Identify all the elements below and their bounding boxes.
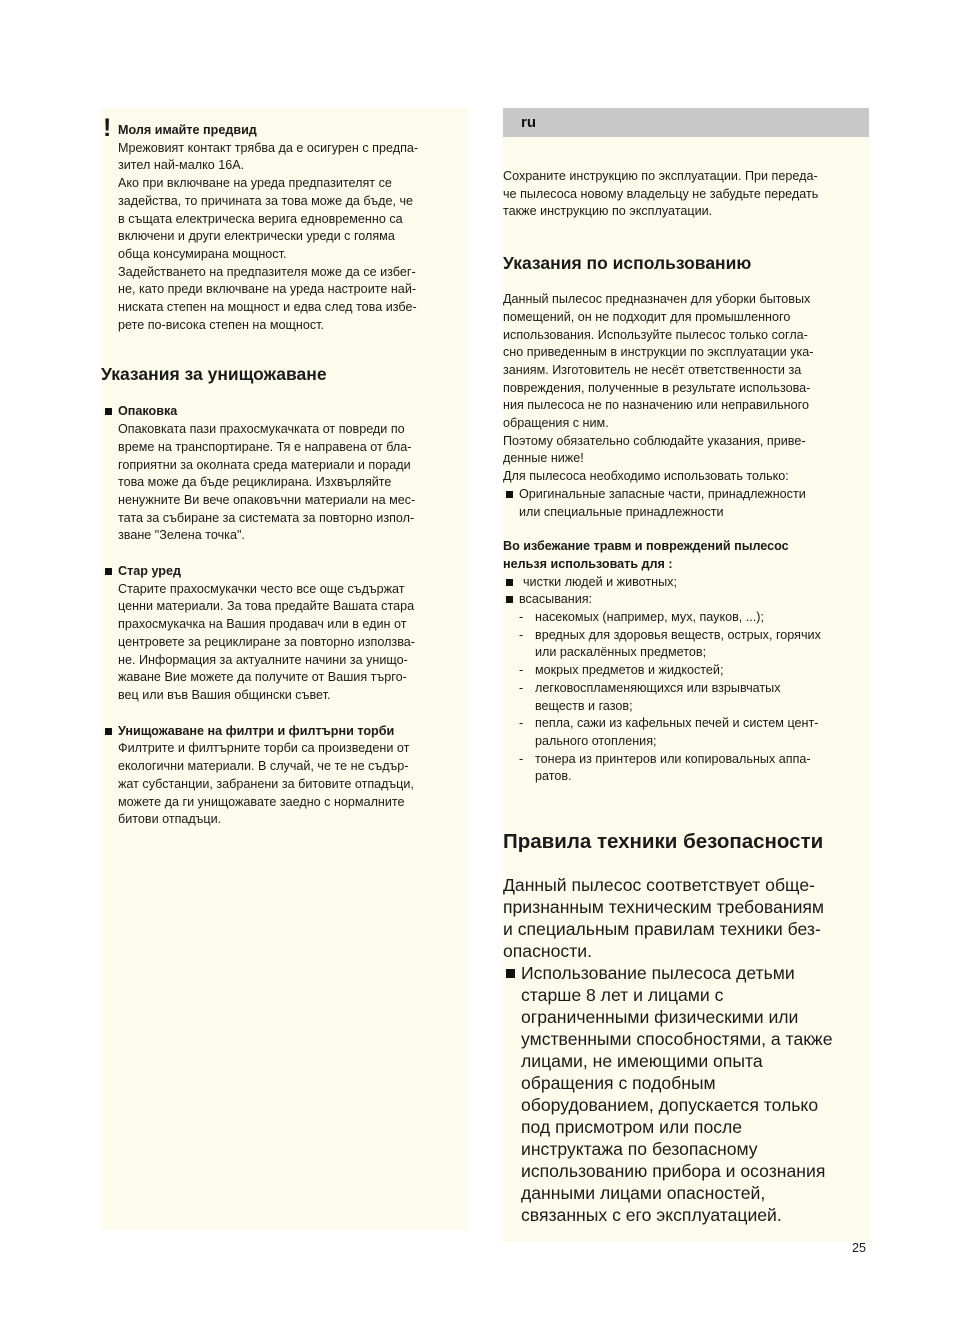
text-line: рального отопления; bbox=[535, 733, 657, 748]
text-line: не, като преди включване на уреда настроите най- bbox=[118, 282, 417, 297]
item-title: Стар уред bbox=[118, 564, 181, 579]
text-line: ненужните Ви вече опаковъчни материали на мес- bbox=[118, 492, 416, 507]
text-line: Во избежание травм и повреждений пылесос bbox=[503, 539, 789, 554]
safety-intro bbox=[503, 874, 869, 962]
dash-item: - насекомых (например, мух, пауков, ...); bbox=[503, 609, 869, 627]
safety-list-item bbox=[503, 962, 869, 1226]
text-line: под присмотром или после bbox=[521, 1117, 743, 1138]
text-line: гоприятни за околната среда материали и поради bbox=[118, 457, 411, 472]
dash-item: - тонера из принтеров или копировальных аппа- ратов. bbox=[503, 751, 869, 786]
usage-heading: Указания по использованию bbox=[503, 253, 752, 274]
text-line: прахосмукачка на Вашия продавач или в един от bbox=[118, 617, 407, 632]
text-line: вредных для здоровья веществ, острых, горячих bbox=[535, 627, 821, 642]
avoid-heading bbox=[503, 538, 869, 573]
text-line: заниям. Изготовитель не несёт ответственности за bbox=[503, 362, 802, 377]
text-line: сно приведенным в инструкции по эксплуатации ука- bbox=[503, 345, 814, 360]
text-line: всасывания: bbox=[519, 592, 593, 607]
text-line: опасности. bbox=[503, 941, 592, 962]
text-line: Сохраните инструкцию по эксплуатации. При переда- bbox=[503, 169, 818, 183]
text-line: Использование пылесоса детьми bbox=[521, 963, 795, 984]
list-item bbox=[503, 591, 869, 609]
text-line: мокрых предметов и жидкостей; bbox=[535, 663, 724, 678]
text-line: зител най-малко 16А. bbox=[118, 158, 245, 173]
page-number: 25 bbox=[852, 1241, 867, 1255]
text-line: веществ и газов; bbox=[535, 698, 633, 713]
text-line: ограниченными физическими или bbox=[521, 1007, 799, 1028]
text-line: помещений, он не подходит для промышленного bbox=[503, 309, 791, 324]
disposal-item-old-device bbox=[101, 563, 468, 705]
text-line: или специальные принадлежности bbox=[519, 504, 724, 519]
text-line: денные ниже! bbox=[503, 451, 584, 466]
intro-text bbox=[503, 168, 869, 221]
language-bar: ru bbox=[503, 108, 869, 137]
text-line: обращения с подобным bbox=[521, 1073, 716, 1094]
text-line: битови отпадъци. bbox=[118, 812, 222, 827]
text-line: чистки людей и животных; bbox=[523, 574, 677, 589]
text-line: Данный пылесос соответствует обще- bbox=[503, 875, 815, 896]
usage-text bbox=[503, 291, 869, 521]
text-line: екологични материали. В случай, че те не съдър- bbox=[118, 759, 409, 774]
dash-item: - мокрых предметов и жидкостей; bbox=[503, 662, 869, 680]
text-line: ценни материали. За това предайте Вашата стара bbox=[118, 599, 415, 614]
text-line: лицами, не имеющими опыта bbox=[521, 1051, 763, 1072]
text-line: использования. Используйте пылесос только согла- bbox=[503, 327, 808, 342]
bullet-icon bbox=[105, 408, 112, 415]
text-line: использованию прибора и осознания bbox=[521, 1161, 826, 1182]
text-line: това може да бъде рециклирана. Изхвърляйте bbox=[118, 475, 392, 490]
list-item bbox=[503, 486, 869, 521]
bullet-icon bbox=[506, 969, 515, 978]
text-line: Данный пылесос предназначен для уборки бытовых bbox=[503, 292, 811, 307]
dash-item: - вредных для здоровья веществ, острых, горячих или раскалённых предметов; bbox=[503, 627, 869, 662]
left-column bbox=[101, 108, 468, 1230]
text-line: жат субстанции, забранени за битовите отпадъци, bbox=[118, 776, 414, 791]
text-line: инструктажа по безопасному bbox=[521, 1139, 758, 1160]
text-line: пепла, сажи из кафельных печей и систем цент- bbox=[535, 716, 819, 731]
bullet-icon bbox=[506, 596, 513, 603]
text-line: Старите прахосмукачки често все още съдържат bbox=[118, 581, 405, 596]
text-line: обращения с ним. bbox=[503, 416, 609, 431]
disposal-item-filters bbox=[101, 723, 468, 829]
text-line: Поэтому обязательно соблюдайте указания, приве- bbox=[503, 433, 806, 448]
text-line: зване "Зелена точка". bbox=[118, 528, 245, 543]
text-line: Филтрите и филтърните торби са произведени от bbox=[118, 741, 410, 756]
exclamation-icon: ! bbox=[103, 114, 112, 142]
text-line: ратов. bbox=[535, 769, 572, 784]
text-line: тонера из принтеров или копировальных аппа- bbox=[535, 751, 811, 766]
list-item bbox=[503, 574, 869, 592]
safety-heading: Правила техники безопасности bbox=[503, 830, 824, 854]
text-line: Опаковката пази прахосмукачката от повреди по bbox=[118, 422, 405, 437]
text-line: оборудованием, допускается только bbox=[521, 1095, 819, 1116]
text-line: Оригинальные запасные части, принадлежности bbox=[519, 486, 806, 501]
text-line: умственными способностями, а также bbox=[521, 1029, 833, 1050]
warning-title: Моля имайте предвид bbox=[118, 123, 257, 137]
bullet-icon bbox=[506, 491, 513, 498]
text-line: обща консумирана мощност. bbox=[118, 246, 287, 261]
text-line: Ако при включване на уреда предпазителят се bbox=[118, 176, 392, 191]
text-line: данными лицами опасностей, bbox=[521, 1183, 766, 1204]
text-line: и специальным правилам техники без- bbox=[503, 919, 821, 940]
text-line: признанным техническим требованиям bbox=[503, 897, 825, 918]
bullet-icon bbox=[105, 728, 112, 735]
avoid-block bbox=[503, 538, 869, 786]
text-line: легковоспламеняющихся или взрывчатых bbox=[535, 680, 781, 695]
text-line: рете по-висока степен на мощност. bbox=[118, 317, 325, 332]
text-line: нельзя использовать для : bbox=[503, 556, 673, 571]
bullet-icon bbox=[105, 568, 112, 575]
bullet-icon bbox=[506, 579, 513, 586]
text-line: повреждения, полученные в результате использова- bbox=[503, 380, 811, 395]
dash-item: - пепла, сажи из кафельных печей и систем цент- рального отопления; bbox=[503, 715, 869, 750]
text-line: можете да ги унищожавате заедно с нормалните bbox=[118, 794, 405, 809]
text-line: време на транспортиране. Тя е направена от бла- bbox=[118, 439, 412, 454]
text-line: вец или във Вашия общински съвет. bbox=[118, 687, 331, 702]
text-line: Мрежовият контакт трябва да е осигурен с предпа- bbox=[118, 140, 419, 155]
disposal-item-packaging bbox=[101, 403, 468, 545]
text-line: также инструкцию по эксплуатации. bbox=[503, 204, 713, 219]
disposal-heading: Указания за унищожаване bbox=[101, 364, 327, 385]
text-line: старше 8 лет и лицами с bbox=[521, 985, 724, 1006]
text-line: Для пылесоса необходимо использовать только: bbox=[503, 469, 789, 484]
text-line: тата за събиране за системата за повторно изпол- bbox=[118, 510, 415, 525]
right-column bbox=[503, 108, 869, 1242]
text-line: жаване Вие можете да получите от Вашия търго- bbox=[118, 670, 407, 685]
text-line: или раскалённых предметов; bbox=[535, 645, 707, 660]
text-line: насекомых (например, мух, пауков, ...); bbox=[535, 610, 764, 625]
text-line: не. Информация за актуалните начини за унищо- bbox=[118, 652, 408, 667]
text-line: ния пылесоса не по назначению или неправильного bbox=[503, 398, 809, 413]
text-line: ниската степен на мощност и едва след това избе- bbox=[118, 300, 417, 315]
text-line: включени и други електрически уреди с голяма bbox=[118, 229, 395, 244]
text-line: в същата електрическа верига едновременно са bbox=[118, 211, 403, 226]
text-line: задейства, то причината за това може да бъде, че bbox=[118, 193, 414, 208]
text-line: связанных с его эксплуатацией. bbox=[521, 1205, 782, 1226]
item-title: Опаковка bbox=[118, 404, 178, 419]
text-line: центровете за рециклиране за повторно използва- bbox=[118, 634, 415, 649]
item-title: Унищожаване на филтри и филтърни торби bbox=[118, 723, 395, 738]
warning-heading bbox=[101, 114, 468, 142]
warning-text bbox=[101, 140, 468, 335]
text-line: че пылесоса новому владельцу не забудьте передать bbox=[503, 186, 819, 201]
text-line: Задействането на предпазителя може да се избег- bbox=[118, 264, 416, 279]
dash-item: - легковоспламеняющихся или взрывчатых веществ и газов; bbox=[503, 680, 869, 715]
